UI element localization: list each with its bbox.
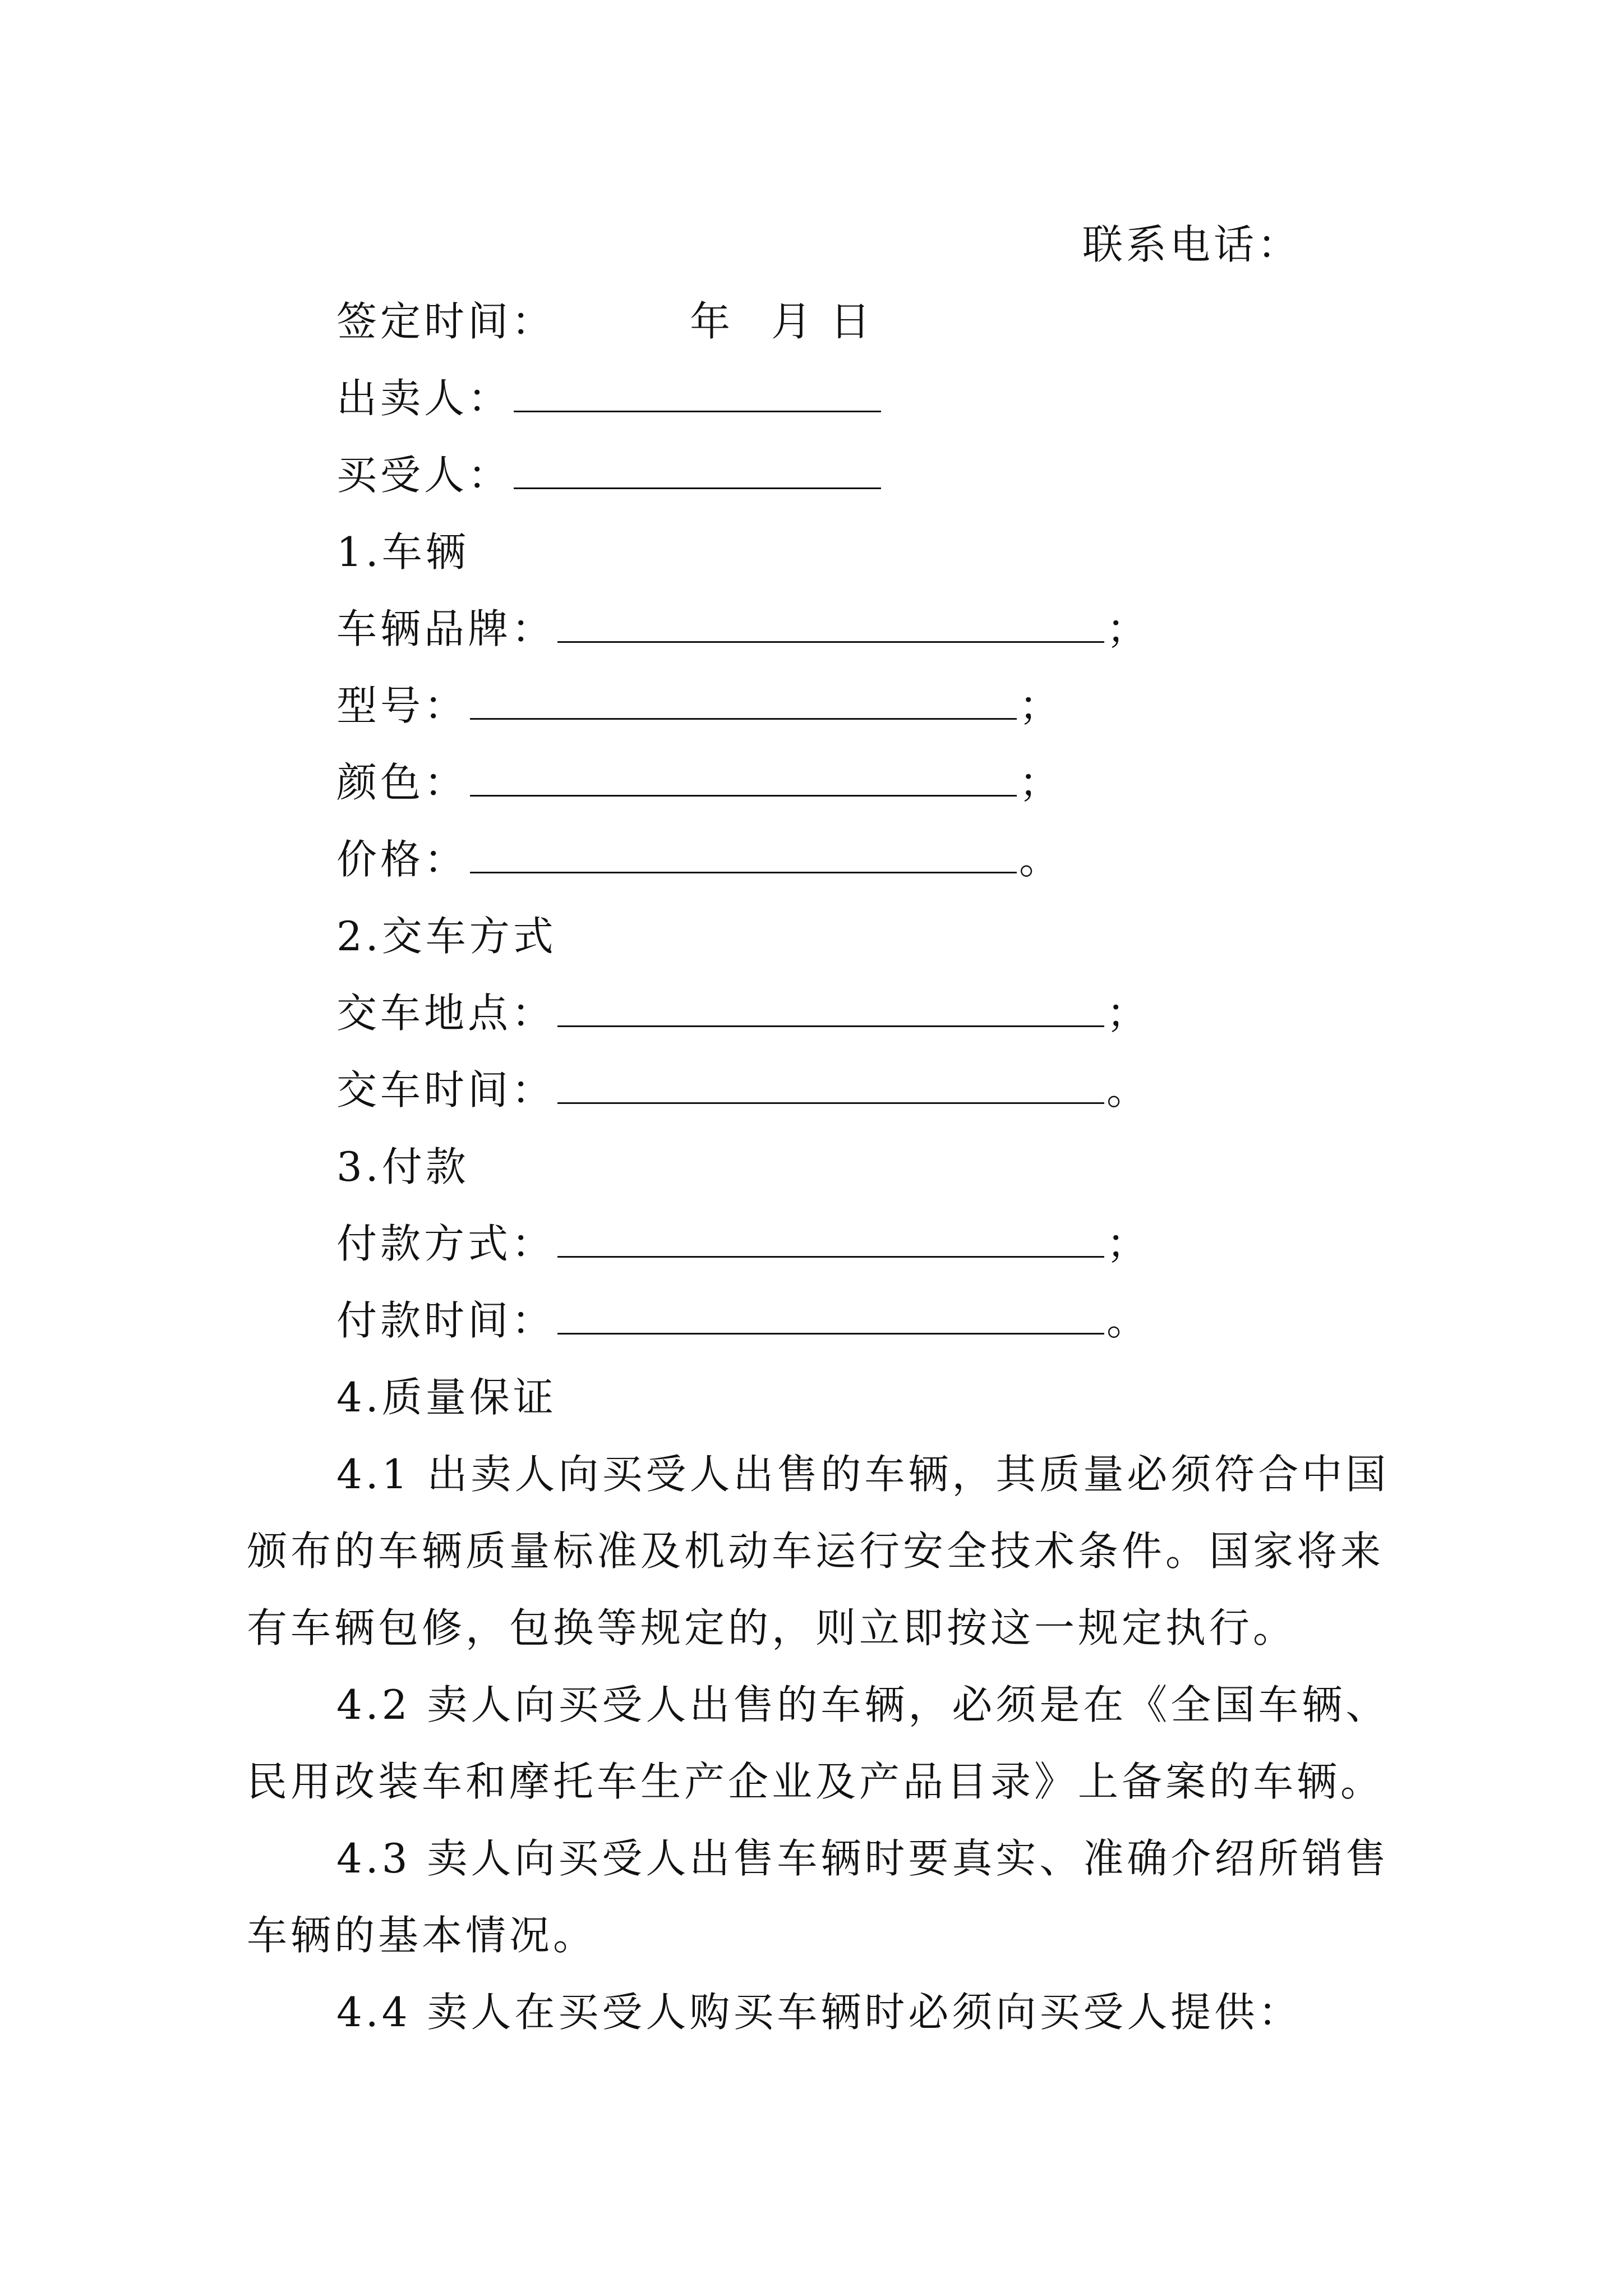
clause-4-4-line1: 4.4 卖人在买受人购买车辆时必须向买受人提供： bbox=[336, 1989, 1302, 2036]
payment-method-end: ； bbox=[1106, 1220, 1151, 1267]
price-blank[interactable] bbox=[470, 831, 1017, 873]
color-end: ； bbox=[1019, 759, 1063, 806]
clause-4-1-line3: 有车辆包修，包换等规定的，则立即按这一规定执行。 bbox=[247, 1604, 1297, 1651]
buyer-label: 买受人： bbox=[336, 452, 512, 499]
model-row bbox=[336, 672, 1063, 739]
brand-end: ； bbox=[1106, 605, 1151, 652]
section2-heading: 2.交车方式 bbox=[336, 913, 557, 960]
delivery-time-label: 交车时间： bbox=[336, 1066, 556, 1114]
seller-label: 出卖人： bbox=[336, 375, 512, 422]
delivery-place-end: ； bbox=[1106, 990, 1151, 1037]
payment-method-blank[interactable] bbox=[557, 1216, 1104, 1258]
delivery-place-blank[interactable] bbox=[557, 985, 1104, 1027]
buyer-row bbox=[336, 441, 883, 509]
payment-method-label: 付款方式： bbox=[336, 1220, 556, 1267]
brand-row bbox=[336, 595, 1150, 662]
model-blank[interactable] bbox=[470, 678, 1017, 720]
clause-4-1-line1: 4.1 出卖人向买受人出售的车辆，其质量必须符合中国 bbox=[336, 1451, 1390, 1498]
model-label: 型号： bbox=[336, 682, 468, 729]
brand-label: 车辆品牌： bbox=[336, 605, 556, 652]
sign-date-label: 签定时间： bbox=[336, 298, 556, 345]
delivery-time-row bbox=[336, 1056, 1150, 1124]
clause-4-3-line1: 4.3 卖人向买受人出售车辆时要真实、准确介绍所销售 bbox=[336, 1835, 1390, 1882]
model-end: ； bbox=[1019, 682, 1063, 729]
sign-date-row bbox=[336, 288, 555, 355]
payment-method-row bbox=[336, 1210, 1150, 1277]
section3-heading: 3.付款 bbox=[336, 1143, 469, 1190]
sign-date-year: 年 bbox=[690, 298, 734, 345]
contact-phone-label: 联系电话： bbox=[1082, 221, 1302, 268]
buyer-blank[interactable] bbox=[514, 447, 881, 489]
clause-4-2-line2: 民用改装车和摩托车生产企业及产品目录》上备案的车辆。 bbox=[247, 1758, 1385, 1805]
seller-row bbox=[336, 365, 883, 432]
clause-4-3-line2: 车辆的基本情况。 bbox=[247, 1912, 597, 1959]
color-label: 颜色： bbox=[336, 759, 468, 806]
section4-heading: 4.质量保证 bbox=[336, 1374, 557, 1421]
price-row bbox=[336, 826, 1063, 893]
clause-4-1-line2: 颁布的车辆质量标准及机动车运行安全技术条件。国家将来 bbox=[247, 1527, 1385, 1575]
color-row bbox=[336, 749, 1063, 816]
color-blank[interactable] bbox=[470, 754, 1017, 797]
delivery-place-label: 交车地点： bbox=[336, 990, 556, 1037]
price-label: 价格： bbox=[336, 836, 468, 883]
payment-time-blank[interactable] bbox=[557, 1292, 1104, 1335]
delivery-time-end: 。 bbox=[1106, 1066, 1151, 1114]
sign-date-month: 月 bbox=[771, 298, 815, 345]
seller-blank[interactable] bbox=[514, 370, 881, 412]
clause-4-2-line1: 4.2 卖人向买受人出售的车辆，必须是在《全国车辆、 bbox=[336, 1681, 1390, 1728]
payment-time-label: 付款时间： bbox=[336, 1297, 556, 1344]
delivery-place-row bbox=[336, 979, 1150, 1047]
payment-time-end: 。 bbox=[1106, 1297, 1151, 1344]
payment-time-row bbox=[336, 1287, 1150, 1354]
sign-date-day: 日 bbox=[830, 298, 874, 345]
brand-blank[interactable] bbox=[557, 601, 1104, 643]
delivery-time-blank[interactable] bbox=[557, 1062, 1104, 1104]
section1-heading: 1.车辆 bbox=[336, 528, 469, 576]
price-end: 。 bbox=[1019, 836, 1063, 883]
